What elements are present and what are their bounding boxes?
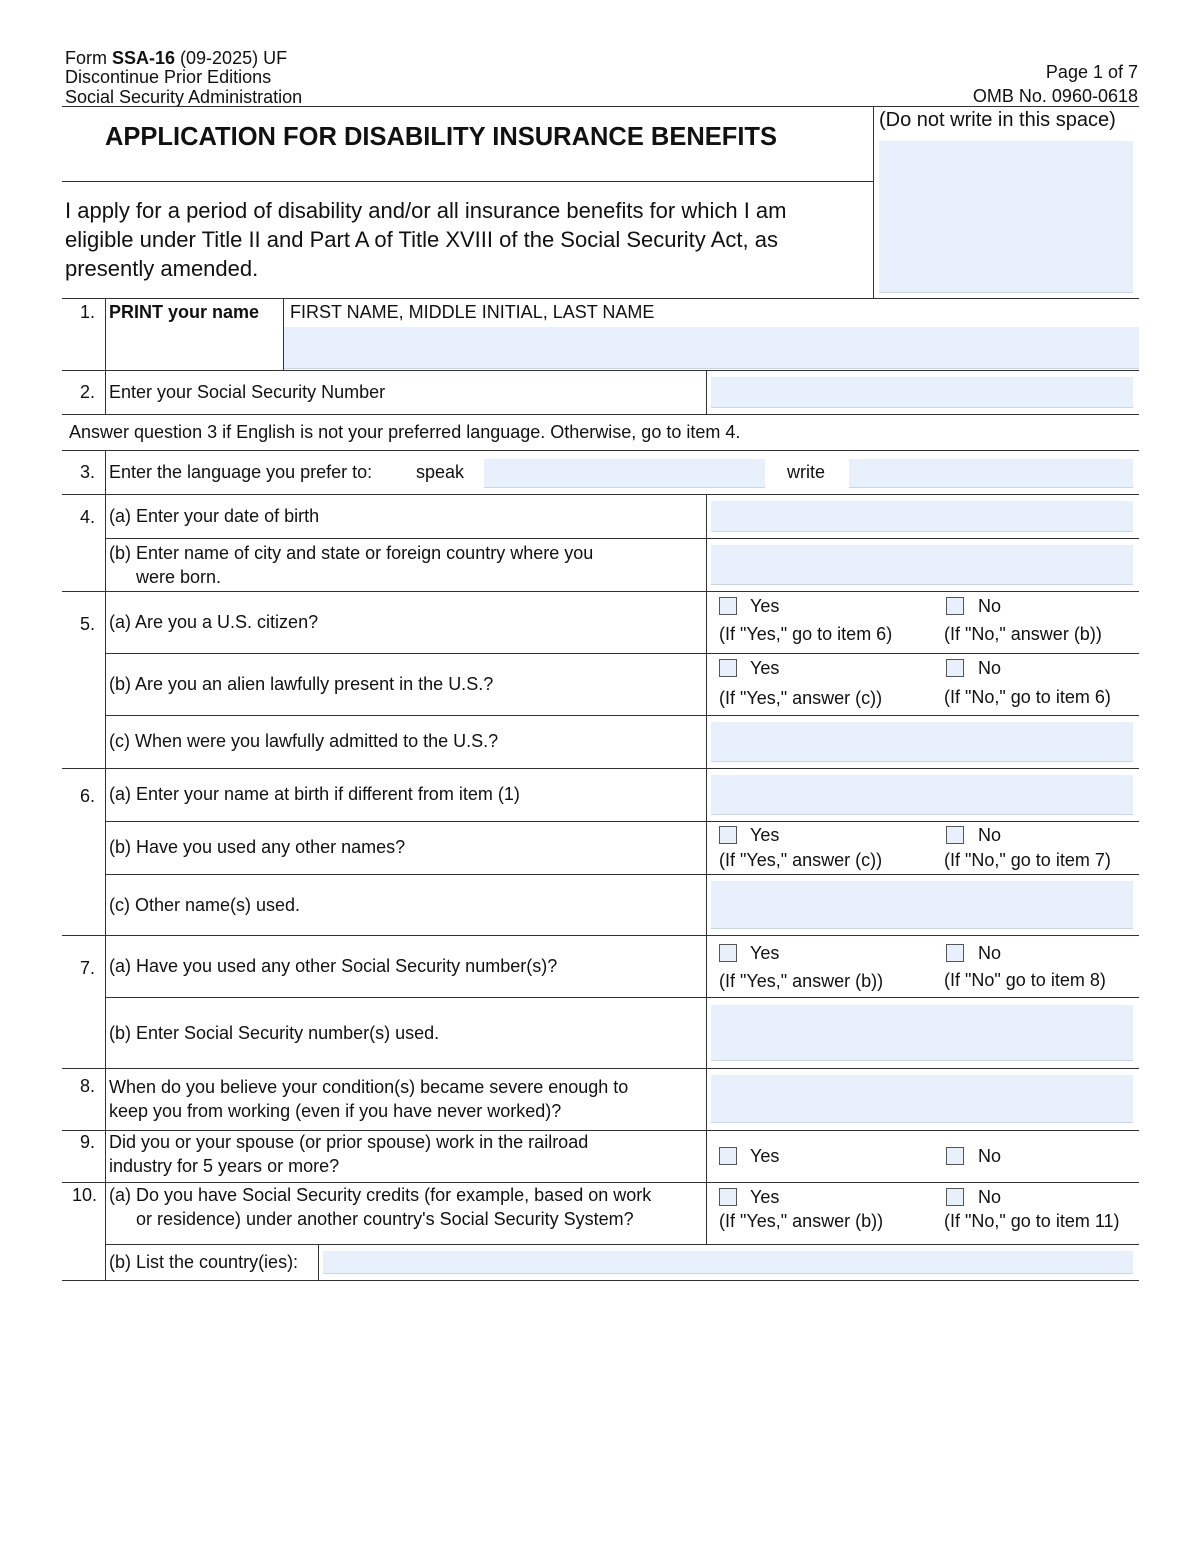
rule-q6a (106, 821, 1139, 822)
railroad-label-line2: industry for 5 years or more? (109, 1156, 340, 1176)
alien-no-label: No (978, 658, 1002, 678)
birthplace-input[interactable] (711, 545, 1133, 585)
birth-name-input[interactable] (711, 775, 1133, 815)
railroad-yes-checkbox[interactable] (719, 1147, 737, 1165)
citizen-yes-note: (If "Yes," go to item 6) (719, 624, 893, 644)
item-4-number: 4. (79, 507, 95, 527)
name-field-label: FIRST NAME, MIDDLE INITIAL, LAST NAME (290, 302, 655, 322)
onset-label-line1: When do you believe your condition(s) became severe enough to (109, 1077, 629, 1097)
other-names-no-label: No (978, 825, 1002, 845)
railroad-no-checkbox[interactable] (946, 1147, 964, 1165)
ssn-label: Enter your Social Security Number (109, 382, 386, 402)
speak-language-input[interactable] (484, 459, 765, 488)
print-name-label: PRINT your name (109, 302, 260, 322)
intro-statement: I apply for a period of disability and/or all insurance benefits for which I am eligible under Title II and Part A of Title XVIII of the Social Security Act, as presently amended. (65, 198, 787, 281)
write-label: write (787, 462, 826, 482)
other-ssn-yes-checkbox[interactable] (719, 944, 737, 962)
other-names-label: (b) Have you used any other names? (109, 837, 406, 857)
office-use-box (879, 141, 1133, 293)
section-rule (62, 298, 1139, 299)
other-names-input[interactable] (711, 881, 1133, 929)
rule-q5a (106, 653, 1139, 654)
ssn-used-input[interactable] (711, 1005, 1133, 1061)
other-names-used-label: (c) Other name(s) used. (109, 895, 301, 915)
rule-q10a (106, 1244, 1139, 1245)
item-2-number: 2. (79, 382, 95, 402)
answer-column-divider (706, 494, 707, 1245)
agency-name: Social Security Administration (65, 87, 303, 107)
birth-name-label: (a) Enter your name at birth if different from item (1) (109, 784, 520, 804)
language-label: Enter the language you prefer to: (109, 462, 373, 482)
citizen-no-label: No (978, 596, 1002, 616)
item-7-number: 7. (79, 958, 95, 978)
page-number: Page 1 of 7 (1045, 62, 1138, 82)
other-names-yes-label: Yes (750, 825, 780, 845)
number-column-divider-1 (105, 298, 106, 414)
title-divider (873, 106, 874, 299)
foreign-credits-yes-label: Yes (750, 1187, 780, 1207)
rule-q4a (106, 538, 1139, 539)
citizen-yes-checkbox[interactable] (719, 597, 737, 615)
railroad-no-label: No (978, 1146, 1002, 1166)
rule-q5b (106, 715, 1139, 716)
rule-q9 (62, 1182, 1139, 1183)
item-5-number: 5. (79, 614, 95, 634)
other-names-no-checkbox[interactable] (946, 826, 964, 844)
number-column-divider-2 (105, 450, 106, 1280)
other-names-no-note: (If "No," go to item 7) (944, 850, 1111, 870)
rule-q6b (106, 874, 1139, 875)
form-suffix: (09-2025) UF (175, 48, 288, 68)
railroad-label-line1: Did you or your spouse (or prior spouse) work in the railroad (109, 1132, 589, 1152)
other-ssn-no-checkbox[interactable] (946, 944, 964, 962)
railroad-yes-label: Yes (750, 1146, 780, 1166)
form-prefix: Form (65, 48, 112, 68)
alien-yes-label: Yes (750, 658, 780, 678)
ssn-divider (706, 370, 707, 414)
other-ssn-no-note: (If "No" go to item 8) (944, 970, 1106, 990)
onset-label-line2: keep you from working (even if you have never worked)? (109, 1101, 562, 1121)
admitted-date-input[interactable] (711, 722, 1133, 762)
rule-q2 (62, 414, 1139, 415)
item-9-number: 9. (79, 1132, 95, 1152)
alien-no-checkbox[interactable] (946, 659, 964, 677)
citizen-label: (a) Are you a U.S. citizen? (109, 612, 319, 632)
birthplace-label-line1: (b) Enter name of city and state or foreign country where you (109, 543, 594, 563)
other-names-yes-note: (If "Yes," answer (c)) (719, 850, 883, 870)
name-input[interactable] (284, 327, 1139, 369)
other-ssn-yes-label: Yes (750, 943, 780, 963)
item-10-number: 10. (71, 1185, 97, 1205)
dob-input[interactable] (711, 501, 1133, 532)
alien-yes-checkbox[interactable] (719, 659, 737, 677)
do-not-write-label: (Do not write in this space) (879, 109, 1116, 131)
countries-input[interactable] (323, 1251, 1133, 1274)
other-ssn-no-label: No (978, 943, 1002, 963)
title-rule (62, 181, 873, 182)
dob-label: (a) Enter your date of birth (109, 506, 320, 526)
item-1-number: 1. (79, 302, 95, 322)
admitted-label: (c) When were you lawfully admitted to the U.S.? (109, 731, 499, 751)
onset-date-input[interactable] (711, 1075, 1133, 1123)
foreign-credits-yes-checkbox[interactable] (719, 1188, 737, 1206)
citizen-no-checkbox[interactable] (946, 597, 964, 615)
form-number (65, 48, 287, 68)
speak-label: speak (416, 462, 465, 482)
alien-label: (b) Are you an alien lawfully present in the U.S.? (109, 674, 494, 694)
rule-q6 (62, 935, 1139, 936)
item-3-number: 3. (79, 462, 95, 482)
rule-q10 (62, 1280, 1139, 1281)
alien-no-note: (If "No," go to item 6) (944, 687, 1111, 707)
alien-yes-note: (If "Yes," answer (c)) (719, 688, 883, 708)
birthplace-label-line2: were born. (136, 567, 222, 587)
other-ssn-label: (a) Have you used any other Social Security number(s)? (109, 956, 558, 976)
rule-q5 (62, 768, 1139, 769)
discontinue-note: Discontinue Prior Editions (65, 67, 272, 87)
page-title: APPLICATION FOR DISABILITY INSURANCE BENEFITS (105, 123, 778, 151)
citizen-no-note: (If "No," answer (b)) (944, 624, 1102, 644)
item-8-number: 8. (79, 1076, 95, 1096)
rule-q4 (62, 591, 1139, 592)
citizen-yes-label: Yes (750, 596, 780, 616)
countries-divider (318, 1244, 319, 1280)
foreign-credits-no-checkbox[interactable] (946, 1188, 964, 1206)
form-id: SSA-16 (112, 48, 176, 68)
language-note: Answer question 3 if English is not your preferred language. Otherwise, go to item 4. (69, 422, 741, 442)
rule-q7a (106, 997, 1139, 998)
ssn-used-label: (b) Enter Social Security number(s) used. (109, 1023, 440, 1043)
rule-q1 (62, 370, 1139, 371)
foreign-credits-label-line2: or residence) under another country's Social Security System? (136, 1209, 634, 1229)
rule-q7 (62, 1068, 1139, 1069)
foreign-credits-yes-note: (If "Yes," answer (b)) (719, 1211, 884, 1231)
rule-q3 (62, 494, 1139, 495)
other-names-yes-checkbox[interactable] (719, 826, 737, 844)
item-6-number: 6. (79, 786, 95, 806)
foreign-credits-no-label: No (978, 1187, 1002, 1207)
header-rule (62, 106, 1139, 107)
foreign-credits-no-note: (If "No," go to item 11) (944, 1211, 1120, 1231)
foreign-credits-label-line1: (a) Do you have Social Security credits (for example, based on work (109, 1185, 652, 1205)
rule-note (62, 450, 1139, 451)
write-language-input[interactable] (849, 459, 1133, 488)
ssn-input[interactable] (711, 377, 1133, 408)
countries-label: (b) List the country(ies): (109, 1252, 299, 1272)
omb-number: OMB No. 0960-0618 (972, 86, 1138, 106)
other-ssn-yes-note: (If "Yes," answer (b)) (719, 971, 884, 991)
